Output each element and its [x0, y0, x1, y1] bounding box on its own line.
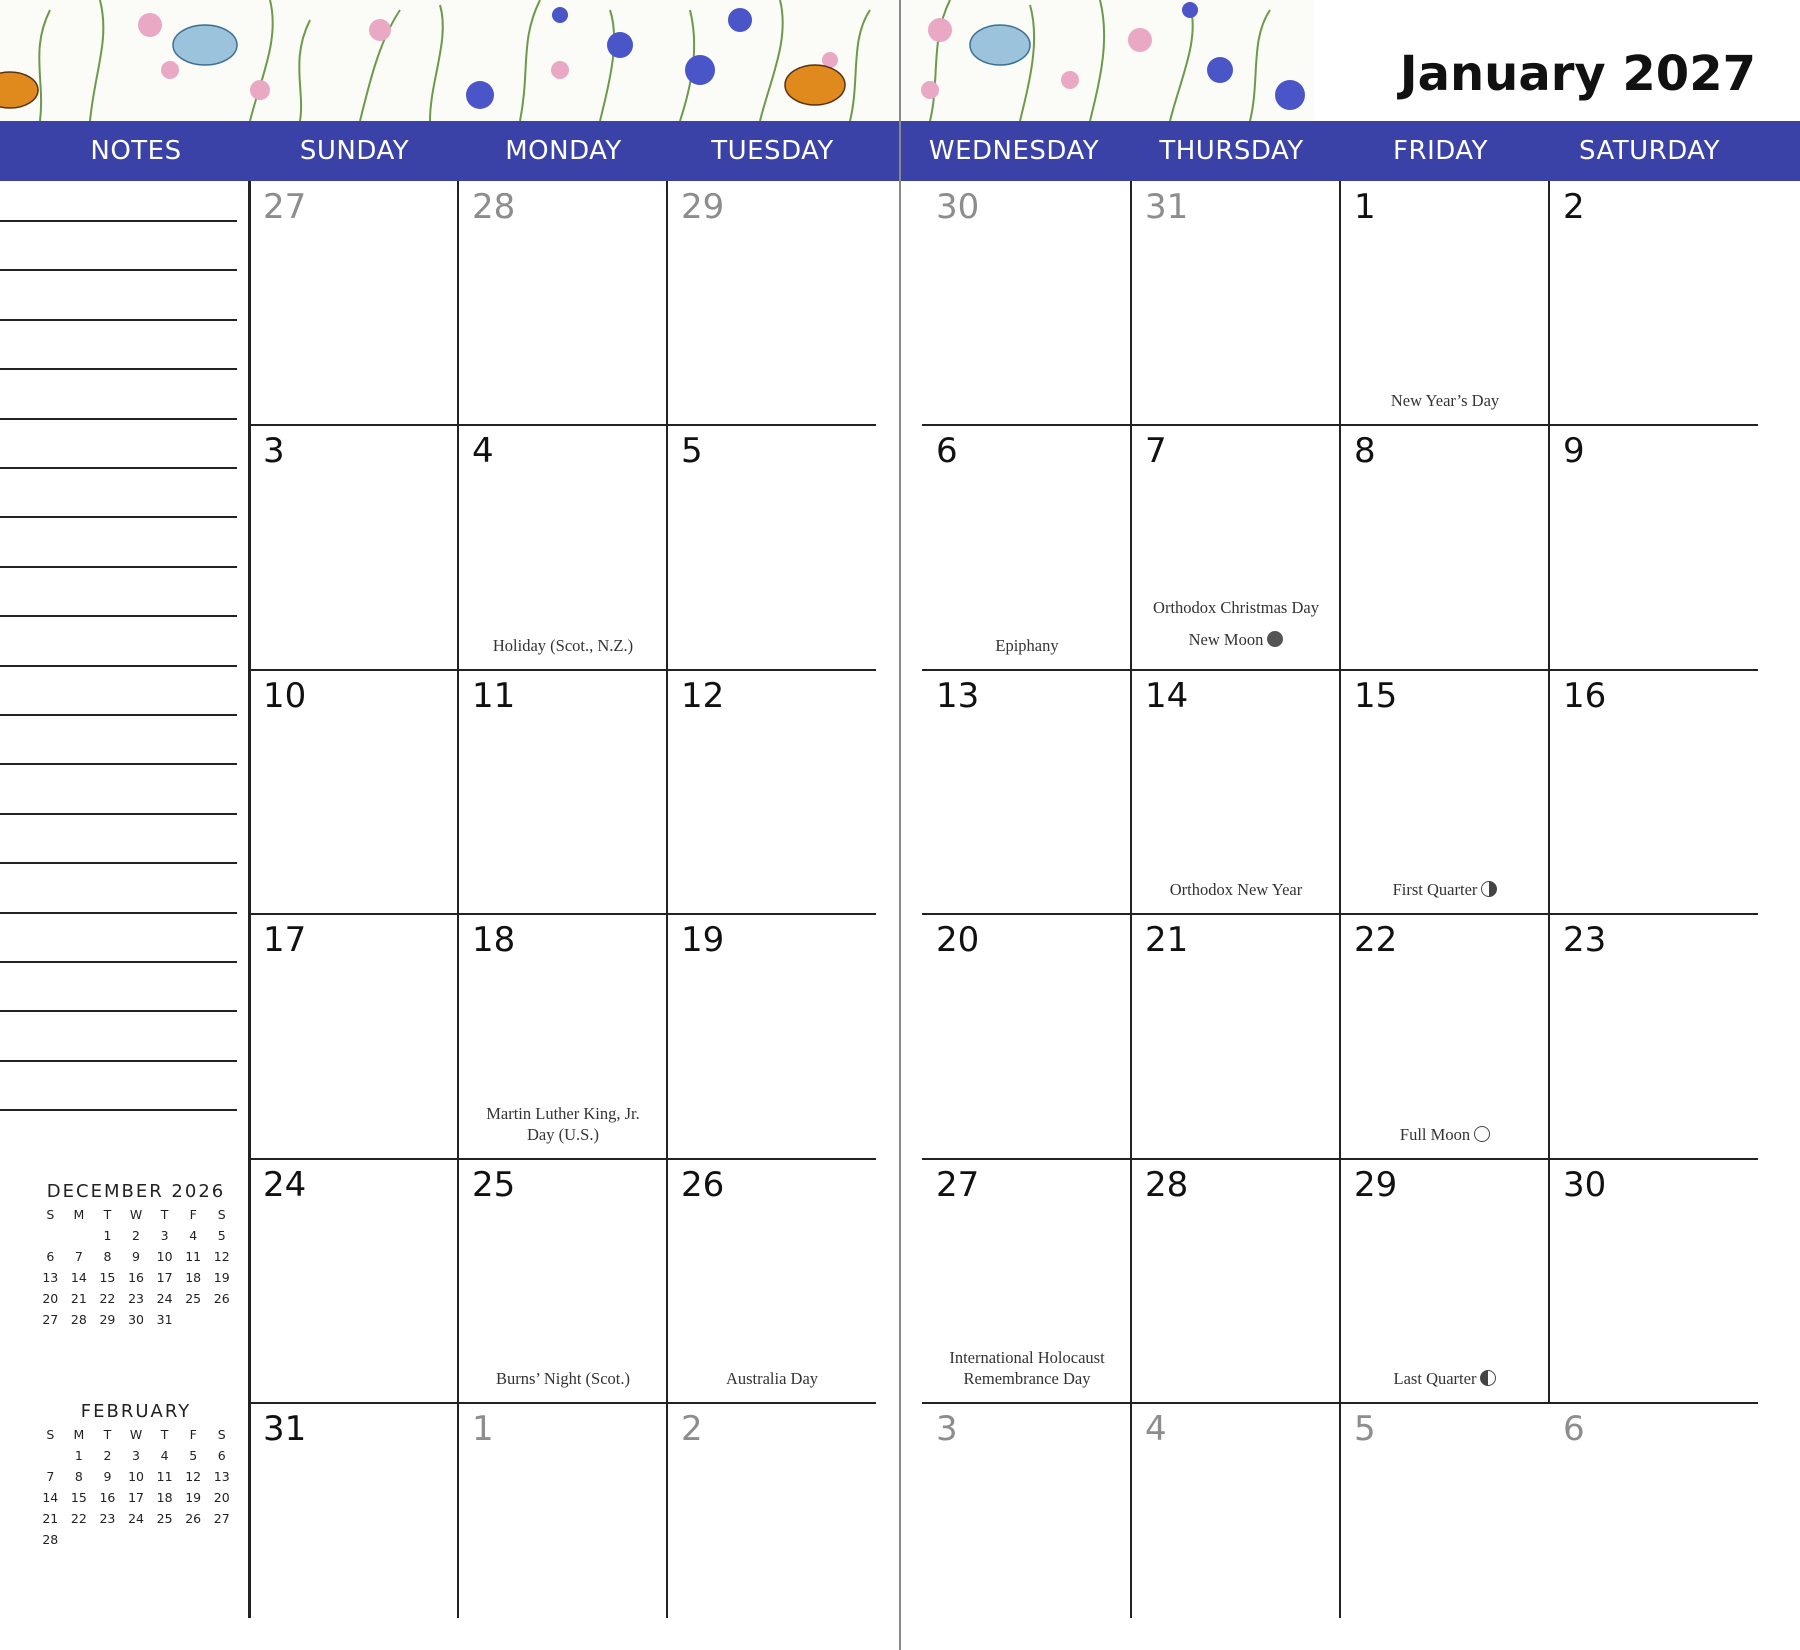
grid-horizontal-line	[249, 913, 876, 915]
mini-calendar-day: 3	[160, 1228, 169, 1243]
mini-calendar-day: 26	[213, 1291, 230, 1306]
mini-calendar-day: 17	[156, 1270, 173, 1285]
day-event	[1342, 879, 1548, 900]
weekday-label: S	[46, 1207, 55, 1222]
notes-line	[0, 862, 237, 864]
day-event	[460, 1368, 666, 1389]
notes-line	[0, 319, 237, 321]
mini-calendar-day: 7	[46, 1469, 55, 1484]
mini-calendar-week	[36, 1267, 236, 1288]
mini-calendar-day: 25	[185, 1291, 202, 1306]
weekday-label: W	[129, 1427, 143, 1442]
weekday-label: T	[160, 1207, 169, 1222]
mini-calendar-day: 6	[46, 1249, 55, 1264]
notes-line	[0, 961, 237, 963]
mini-calendar-day: 12	[185, 1469, 202, 1484]
mini-calendar-week	[36, 1508, 236, 1529]
header-thursday: THURSDAY	[1159, 136, 1304, 166]
grid-horizontal-line	[922, 1158, 1758, 1160]
header-saturday: SATURDAY	[1579, 136, 1720, 166]
event-label: Martin Luther King, Jr.	[486, 1103, 640, 1123]
mini-calendar-day: 12	[213, 1249, 230, 1264]
notes-line	[0, 1010, 237, 1012]
notes-line	[0, 615, 237, 617]
day-number: 13	[936, 675, 980, 716]
page-spine	[899, 0, 901, 1650]
mini-calendar-day: 29	[99, 1312, 116, 1327]
mini-calendar-day: 8	[103, 1249, 112, 1264]
mini-calendar-day: 14	[70, 1270, 87, 1285]
mini-calendar-day: 15	[70, 1490, 87, 1505]
day-number: 20	[936, 920, 980, 961]
header-sunday: SUNDAY	[299, 136, 410, 166]
month-title: January 2027	[1399, 46, 1756, 102]
day-number: 5	[1354, 1409, 1376, 1449]
mini-calendar-day	[207, 1309, 236, 1330]
header-tuesday: TUESDAY	[711, 136, 834, 166]
day-number: 2	[1563, 187, 1585, 227]
day-event	[1342, 1124, 1548, 1145]
grid-horizontal-line	[922, 1402, 1758, 1404]
notes-line	[0, 418, 237, 420]
grid-horizontal-line	[922, 913, 1758, 915]
mini-calendar-day: 24	[156, 1291, 173, 1306]
mini-calendar-week	[36, 1487, 236, 1508]
mini-calendar-day: 24	[128, 1511, 144, 1526]
mini-calendar-day: 2	[132, 1228, 140, 1243]
mini-calendar-day: 18	[185, 1270, 202, 1285]
weekday-label: S	[217, 1427, 226, 1442]
mini-calendar-day	[36, 1225, 65, 1246]
event-label: Holiday (Scot., N.Z.)	[492, 635, 634, 655]
day-event	[1133, 592, 1339, 656]
day-number: 23	[1563, 920, 1607, 961]
day-number: 31	[263, 1409, 307, 1449]
mini-calendar-weekdays	[36, 1204, 236, 1225]
mini-calendar-day: 10	[156, 1249, 173, 1264]
moon-phase-label: First Quarter	[1342, 879, 1548, 900]
notes-header: NOTES	[90, 136, 182, 166]
day-event	[669, 1368, 875, 1389]
day-number: 31	[1145, 187, 1189, 227]
mini-calendar-day	[65, 1225, 94, 1246]
event-label: Epiphany	[995, 635, 1059, 655]
day-number: 14	[1145, 675, 1189, 716]
mini-calendar-day	[65, 1529, 94, 1550]
notes-line	[0, 566, 237, 568]
notes-line	[0, 1060, 237, 1062]
mini-calendar-day: 28	[70, 1312, 87, 1327]
grid-horizontal-line	[922, 424, 1758, 426]
day-number: 27	[263, 187, 307, 227]
mini-calendar-day: 28	[42, 1532, 59, 1547]
day-number: 16	[1563, 675, 1607, 716]
notes-line	[0, 269, 237, 271]
day-event	[460, 635, 666, 656]
moon-phase-label: Full Moon	[1342, 1124, 1548, 1145]
notes-line	[0, 467, 237, 469]
weekday-label: M	[73, 1207, 85, 1222]
mini-calendar-day: 18	[156, 1490, 173, 1505]
last-moon-icon	[1480, 1370, 1496, 1386]
day-event	[1133, 879, 1339, 900]
day-event	[924, 635, 1130, 656]
weekday-label: T	[160, 1427, 169, 1442]
day-number: 22	[1354, 920, 1398, 961]
mini-calendar-day	[122, 1529, 151, 1550]
grid-horizontal-line	[249, 424, 876, 426]
day-number: 21	[1145, 920, 1189, 961]
grid-vertical-line	[1548, 181, 1550, 1403]
day-number: 4	[1145, 1409, 1167, 1449]
first-moon-icon	[1481, 881, 1497, 897]
day-number: 1	[1354, 187, 1376, 227]
mini-calendar-february	[36, 1400, 236, 1550]
weekday-label: F	[189, 1427, 197, 1442]
mini-calendar-day: 2	[103, 1448, 112, 1463]
header-friday: FRIDAY	[1393, 136, 1488, 166]
mini-calendar-day: 31	[156, 1312, 173, 1327]
day-number: 19	[681, 920, 725, 961]
day-number: 4	[472, 431, 494, 472]
mini-calendar-day	[93, 1529, 122, 1550]
day-number: 15	[1354, 675, 1398, 716]
mini-calendar-days	[36, 1225, 236, 1330]
mini-calendar-day: 30	[128, 1312, 144, 1327]
event-label: International Holocaust	[949, 1348, 1105, 1367]
mini-calendar-day: 11	[156, 1469, 173, 1484]
weekday-label: S	[46, 1427, 55, 1442]
mini-calendar-week	[36, 1288, 236, 1309]
day-number: 29	[681, 187, 725, 227]
mini-calendar-week	[36, 1466, 236, 1487]
mini-calendar-days	[36, 1445, 236, 1550]
day-number: 8	[1354, 431, 1376, 472]
event-label: Australia Day	[725, 1369, 819, 1388]
day-event	[924, 1347, 1130, 1389]
day-number: 5	[681, 431, 703, 472]
day-number: 24	[263, 1164, 307, 1205]
mini-calendar-day: 13	[213, 1469, 230, 1484]
mini-calendar-day: 20	[213, 1490, 230, 1505]
event-label: New Year’s Day	[1390, 391, 1500, 411]
moon-phase-label: Last Quarter	[1342, 1368, 1548, 1389]
day-number: 7	[1145, 431, 1167, 472]
weekday-label: S	[217, 1207, 226, 1222]
day-number: 2	[681, 1409, 703, 1449]
mini-calendar-day	[179, 1309, 208, 1330]
mini-calendar-week	[36, 1246, 236, 1267]
mini-calendar-day: 23	[128, 1291, 144, 1306]
mini-calendar-day: 5	[189, 1448, 198, 1463]
mini-calendar-day: 4	[189, 1228, 198, 1243]
day-number: 1	[472, 1409, 494, 1449]
grid-horizontal-line	[249, 1402, 876, 1404]
day-number: 10	[263, 675, 307, 716]
grid-horizontal-line	[922, 669, 1758, 671]
mini-calendar-day: 9	[103, 1469, 112, 1484]
mini-calendar-day: 21	[70, 1291, 87, 1306]
notes-line	[0, 1109, 237, 1111]
event-label: Orthodox New Year	[1169, 880, 1303, 900]
mini-calendar-day: 19	[185, 1490, 202, 1505]
day-number: 6	[1563, 1409, 1585, 1449]
weekday-header-left	[0, 121, 900, 181]
day-number: 18	[472, 920, 516, 961]
new-moon-icon	[1267, 631, 1283, 647]
moon-phase-label: New Moon	[1133, 624, 1339, 656]
mini-calendar-title: DECEMBER 2026	[46, 1181, 226, 1202]
mini-calendar-day: 27	[42, 1312, 59, 1327]
mini-calendar-week	[36, 1309, 236, 1330]
mini-calendar-day: 14	[42, 1490, 59, 1505]
mini-calendar-day: 9	[132, 1249, 140, 1264]
wildflower-illustration	[900, 0, 1314, 121]
mini-calendar-day: 13	[42, 1270, 59, 1285]
floral-banner-left	[0, 0, 900, 121]
mini-calendar-day: 3	[132, 1448, 140, 1463]
mini-calendar-day: 17	[128, 1490, 144, 1505]
mini-calendar-week	[36, 1445, 236, 1466]
mini-calendar-day: 25	[156, 1511, 173, 1526]
mini-calendar-day: 5	[217, 1228, 226, 1243]
mini-calendar-day: 1	[103, 1228, 112, 1243]
mini-calendar-week	[36, 1529, 236, 1550]
floral-banner-right	[900, 0, 1314, 121]
mini-calendar-day: 10	[128, 1469, 144, 1484]
mini-calendar-day: 26	[185, 1511, 202, 1526]
notes-line	[0, 813, 237, 815]
header-wednesday: WEDNESDAY	[928, 136, 1100, 166]
mini-calendar-day: 4	[160, 1448, 169, 1463]
full-moon-icon	[1474, 1126, 1490, 1142]
wildflower-illustration	[0, 0, 900, 121]
grid-horizontal-line	[249, 1158, 876, 1160]
mini-calendar-day	[207, 1529, 236, 1550]
day-event	[1342, 390, 1548, 411]
weekday-label: T	[103, 1427, 112, 1442]
day-number: 3	[263, 431, 285, 472]
notes-line	[0, 516, 237, 518]
day-event	[1342, 1368, 1548, 1389]
mini-calendar-day: 23	[99, 1511, 116, 1526]
mini-calendar-day: 1	[74, 1448, 83, 1463]
mini-calendar-day: 19	[213, 1270, 230, 1285]
mini-calendar-day: 20	[42, 1291, 59, 1306]
mini-calendar-day	[36, 1445, 65, 1466]
mini-calendar-day: 16	[99, 1490, 116, 1505]
weekday-header-right	[901, 121, 1800, 181]
event-label: Orthodox Christmas Day	[1153, 597, 1319, 617]
mini-calendar-day: 22	[70, 1511, 87, 1526]
notes-line	[0, 763, 237, 765]
mini-calendar-weekdays	[36, 1424, 236, 1445]
event-label: Remembrance Day	[963, 1369, 1091, 1388]
weekday-label: M	[73, 1427, 85, 1442]
mini-calendar-day: 21	[42, 1511, 59, 1526]
day-number: 28	[472, 187, 516, 227]
day-number: 6	[936, 431, 958, 472]
grid-horizontal-line	[249, 669, 876, 671]
mini-calendar-day: 22	[99, 1291, 116, 1306]
mini-calendar-day	[150, 1529, 179, 1550]
notes-line	[0, 665, 237, 667]
event-label: Burns’ Night (Scot.)	[496, 1369, 630, 1388]
day-number: 29	[1354, 1164, 1398, 1205]
weekday-label: F	[189, 1207, 197, 1222]
day-number: 26	[681, 1164, 725, 1205]
event-label: Day (U.S.)	[527, 1124, 599, 1144]
day-number: 12	[681, 675, 725, 716]
mini-calendar-day: 15	[99, 1270, 116, 1285]
day-event	[460, 1103, 666, 1145]
notes-line	[0, 220, 237, 222]
day-number: 28	[1145, 1164, 1189, 1205]
mini-calendar-day: 6	[217, 1448, 226, 1463]
day-number: 25	[472, 1164, 516, 1205]
notes-line	[0, 368, 237, 370]
day-number: 3	[936, 1409, 958, 1449]
day-number: 9	[1563, 431, 1585, 472]
mini-calendar-day: 7	[74, 1249, 83, 1264]
mini-calendar-day: 27	[213, 1511, 230, 1526]
mini-calendar-day: 8	[74, 1469, 83, 1484]
notes-line	[0, 912, 237, 914]
mini-calendar-day	[179, 1529, 208, 1550]
mini-calendar-december	[36, 1180, 236, 1330]
mini-calendar-title: FEBRUARY	[80, 1401, 192, 1422]
notes-line	[0, 714, 237, 716]
weekday-label: T	[103, 1207, 112, 1222]
day-number: 30	[936, 187, 980, 227]
header-monday: MONDAY	[505, 136, 622, 166]
day-number: 17	[263, 920, 307, 961]
mini-calendar-week	[36, 1225, 236, 1246]
mini-calendar-day: 16	[128, 1270, 144, 1285]
day-number: 27	[936, 1164, 980, 1205]
day-number: 11	[472, 675, 516, 716]
weekday-label: W	[129, 1207, 143, 1222]
day-number: 30	[1563, 1164, 1607, 1205]
mini-calendar-day: 11	[185, 1249, 202, 1264]
